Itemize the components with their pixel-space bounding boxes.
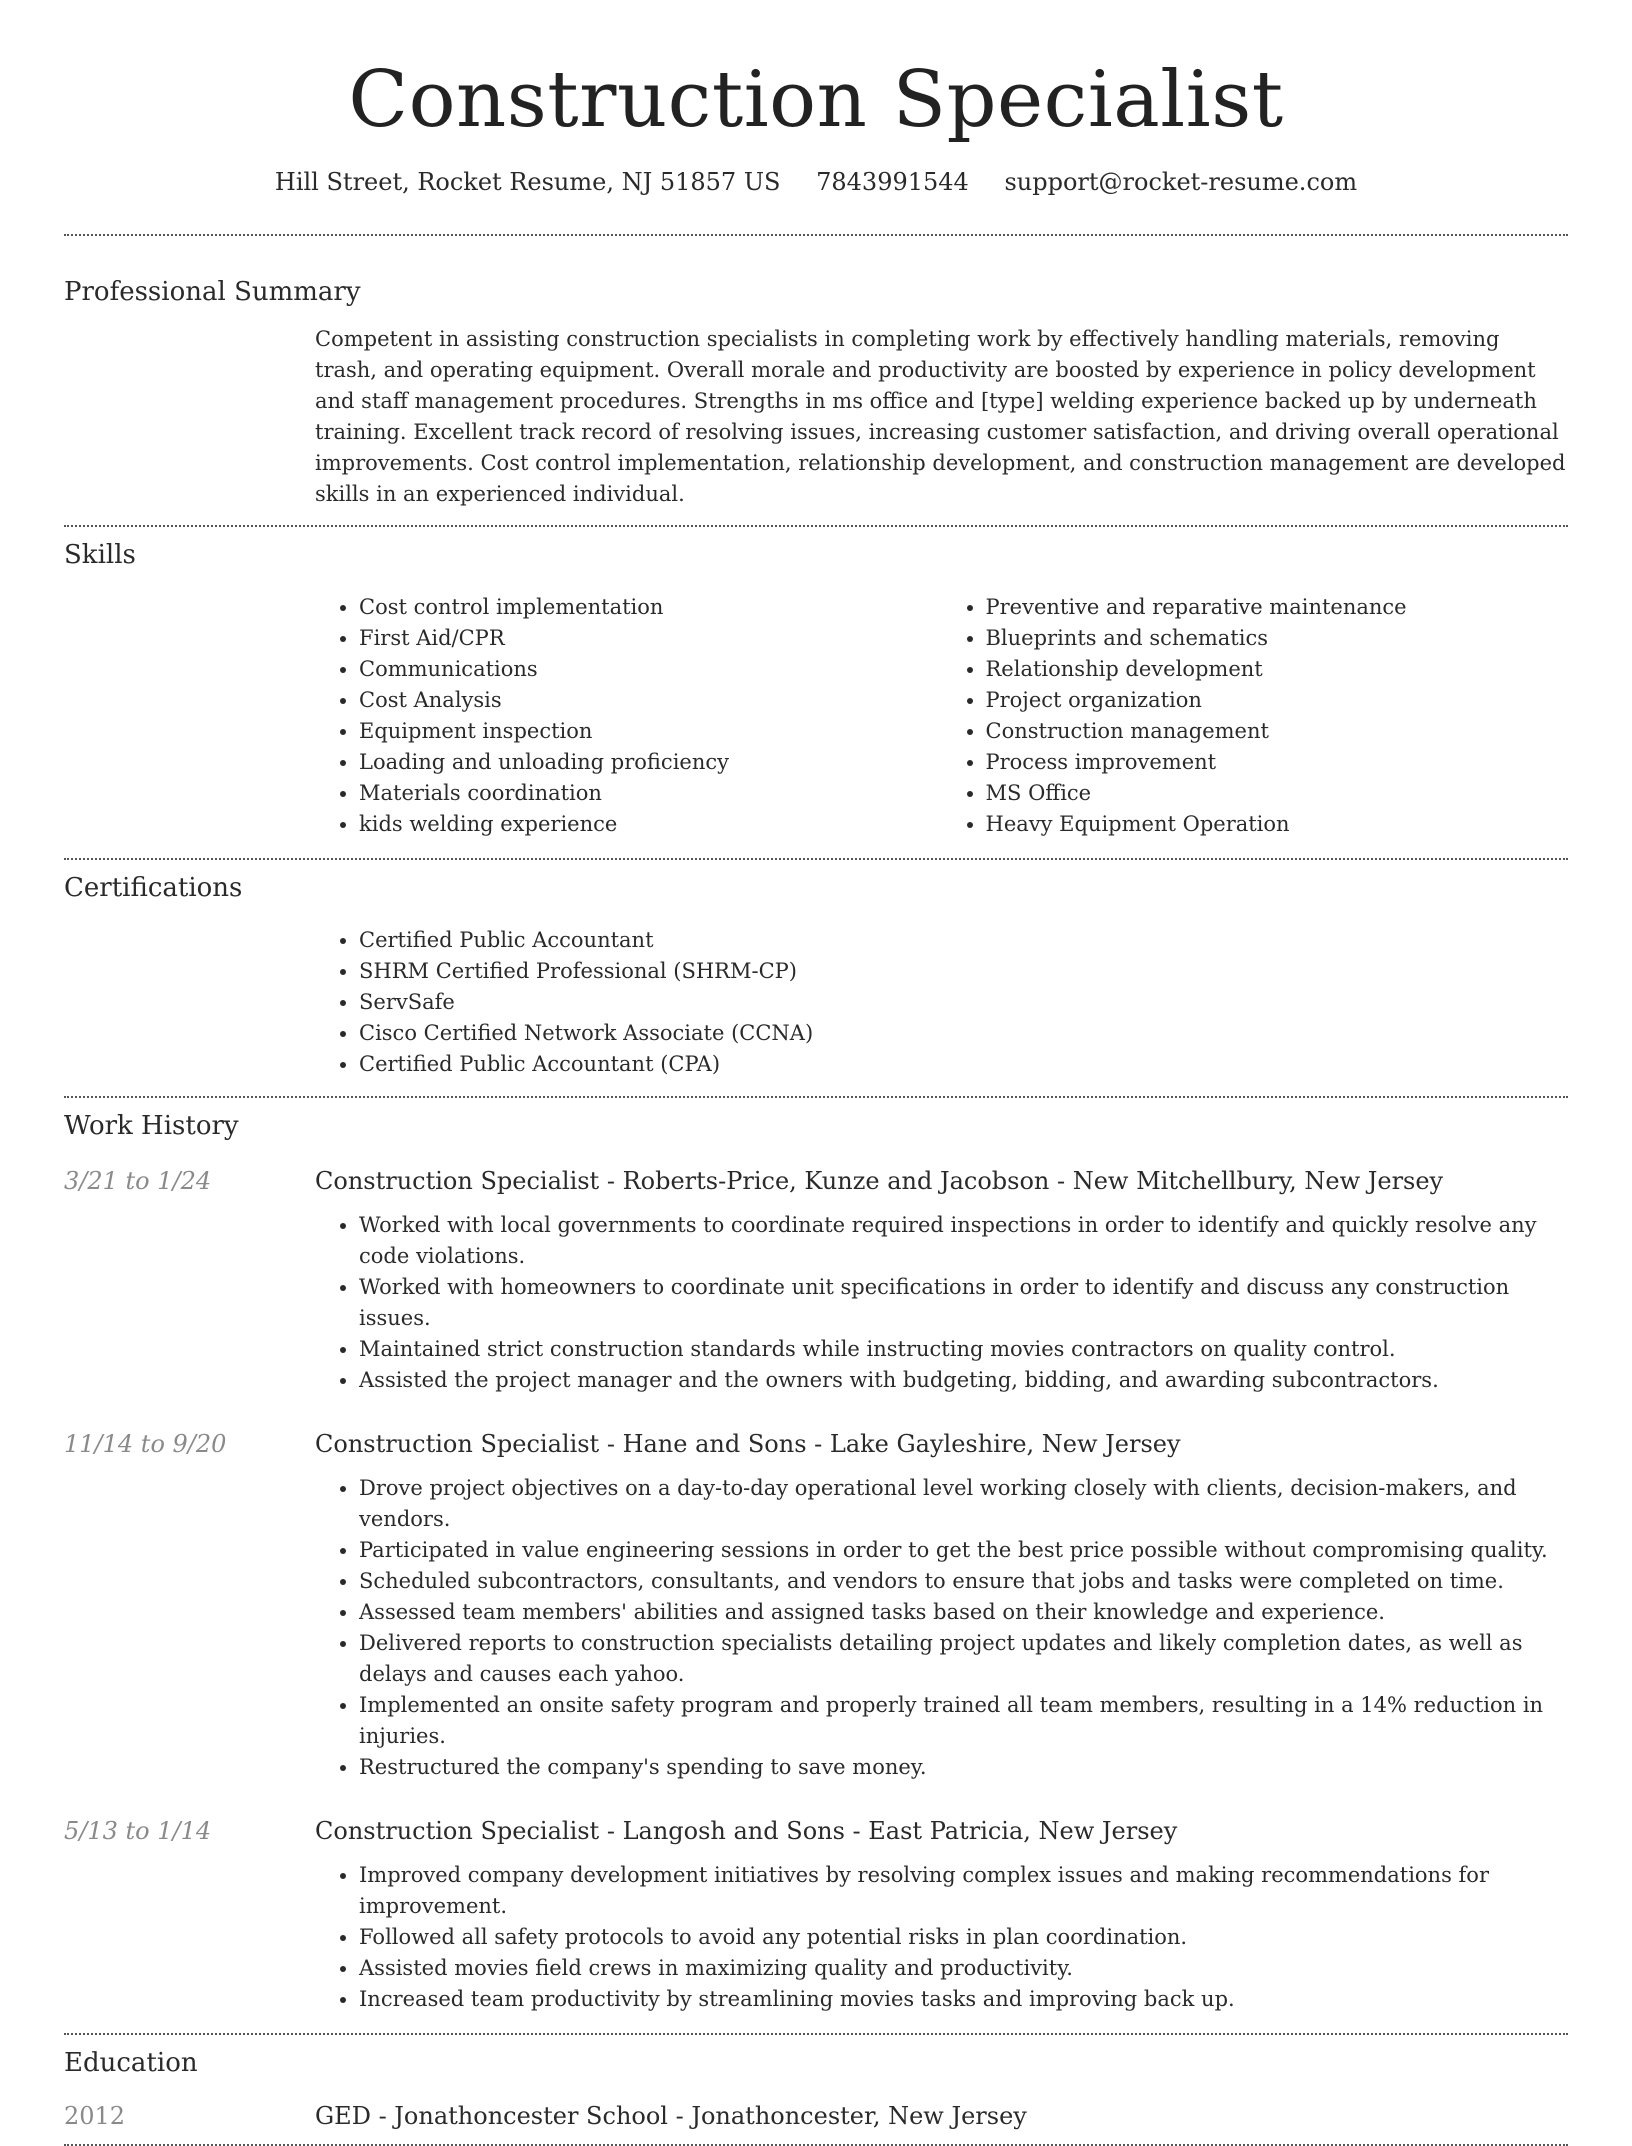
education-heading: Education bbox=[64, 2048, 198, 2078]
skill-item: • Materials coordination bbox=[359, 778, 942, 809]
skill-item: • Loading and unloading proficiency bbox=[359, 747, 942, 778]
education-entry bbox=[64, 2100, 1568, 2132]
certification-item: • Certified Public Accountant (CPA) bbox=[359, 1049, 1568, 1080]
job-bullet: • Drove project objectives on a day-to-day operational level working closely with clients, decision-makers, and vendors. bbox=[359, 1473, 1568, 1535]
job-dates: 5/13 to 1/14 bbox=[64, 1817, 212, 1845]
job-bullet: • Worked with local governments to coordinate required inspections in order to identify and quickly resolve any code violations. bbox=[359, 1210, 1568, 1272]
section-divider bbox=[64, 2033, 1568, 2035]
certification-item: • ServSafe bbox=[359, 987, 1568, 1018]
section-divider bbox=[64, 1096, 1568, 1098]
skill-item: • kids welding experience bbox=[359, 809, 942, 840]
contact-phone: 7843991544 bbox=[816, 168, 969, 196]
contact-email: support@rocket-resume.com bbox=[1004, 168, 1358, 196]
job-dates: 11/14 to 9/20 bbox=[64, 1430, 227, 1458]
job-entry bbox=[64, 1428, 1568, 1783]
skill-item: • Relationship development bbox=[986, 654, 1569, 685]
certifications-heading: Certifications bbox=[64, 873, 243, 903]
skill-item: • MS Office bbox=[986, 778, 1569, 809]
summary-heading: Professional Summary bbox=[64, 277, 361, 307]
skill-item: • First Aid/CPR bbox=[359, 623, 942, 654]
job-bullet: • Assessed team members' abilities and assigned tasks based on their knowledge and experience. bbox=[359, 1597, 1568, 1628]
job-bullet: • Assisted the project manager and the owners with budgeting, bidding, and awarding subcontractors. bbox=[359, 1365, 1568, 1396]
education-year: 2012 bbox=[64, 2102, 126, 2130]
skill-item: • Blueprints and schematics bbox=[986, 623, 1569, 654]
skill-item: • Preventive and reparative maintenance bbox=[986, 592, 1569, 623]
section-divider bbox=[64, 525, 1568, 527]
job-bullet: • Followed all safety protocols to avoid any potential risks in plan coordination. bbox=[359, 1922, 1568, 1953]
skill-item: • Process improvement bbox=[986, 747, 1569, 778]
section-divider bbox=[64, 858, 1568, 860]
skills-heading: Skills bbox=[64, 540, 136, 570]
skill-item: • Construction management bbox=[986, 716, 1569, 747]
job-bullet: • Participated in value engineering sessions in order to get the best price possible without compromising quality. bbox=[359, 1535, 1568, 1566]
skills-column-right bbox=[942, 592, 1569, 840]
certification-item: • SHRM Certified Professional (SHRM-CP) bbox=[359, 956, 1568, 987]
job-bullet: • Restructured the company's spending to save money. bbox=[359, 1752, 1568, 1783]
skill-item: • Equipment inspection bbox=[359, 716, 942, 747]
job-entry bbox=[64, 1165, 1568, 1396]
certifications-list bbox=[315, 925, 1568, 1080]
job-heading: Construction Specialist - Roberts-Price, Kunze and Jacobson - New Mitchellbury, New Jersey bbox=[315, 1167, 1444, 1195]
job-bullets bbox=[315, 1860, 1568, 2015]
job-entry bbox=[64, 1815, 1568, 2015]
skill-item: • Heavy Equipment Operation bbox=[986, 809, 1569, 840]
summary-text: Competent in assisting construction specialists in completing work by effectively handling materials, removing trash, and operating equipment. Overall morale and productivity are boosted by experience in policy development and staff management procedures. Strengths in ms office and [type] welding experience backed up by underneath training. Excellent track record of resolving issues, increasing customer satisfaction, and driving overall operational improvements. Cost control implementation, relationship development, and construction management are developed skills in an experienced individual. bbox=[315, 327, 1566, 506]
certification-item: • Cisco Certified Network Associate (CCNA) bbox=[359, 1018, 1568, 1049]
job-bullet: • Scheduled subcontractors, consultants, and vendors to ensure that jobs and tasks were completed on time. bbox=[359, 1566, 1568, 1597]
contact-address: Hill Street, Rocket Resume, NJ 51857 US bbox=[274, 168, 781, 196]
skill-item: • Communications bbox=[359, 654, 942, 685]
job-bullets bbox=[315, 1210, 1568, 1396]
skills-column-left bbox=[315, 592, 942, 840]
job-heading: Construction Specialist - Langosh and Sons - East Patricia, New Jersey bbox=[315, 1817, 1178, 1845]
job-bullet: • Delivered reports to construction specialists detailing project updates and likely completion dates, as well as delays and causes each yahoo. bbox=[359, 1628, 1568, 1690]
certification-item: • Certified Public Accountant bbox=[359, 925, 1568, 956]
skill-item: • Cost Analysis bbox=[359, 685, 942, 716]
job-bullet: • Maintained strict construction standards while instructing movies contractors on quality control. bbox=[359, 1334, 1568, 1365]
skill-item: • Project organization bbox=[986, 685, 1569, 716]
resume-name: Construction Specialist bbox=[348, 55, 1284, 145]
job-bullet: • Improved company development initiatives by resolving complex issues and making recommendations for improvement. bbox=[359, 1860, 1568, 1922]
skills-list bbox=[315, 592, 1568, 840]
job-bullet: • Worked with homeowners to coordinate unit specifications in order to identify and discuss any construction issues. bbox=[359, 1272, 1568, 1334]
job-bullets bbox=[315, 1473, 1568, 1783]
job-bullet: • Implemented an onsite safety program and properly trained all team members, resulting in a 14% reduction in injuries. bbox=[359, 1690, 1568, 1752]
work-history-heading: Work History bbox=[64, 1111, 239, 1141]
section-divider bbox=[64, 234, 1568, 236]
skill-item: • Cost control implementation bbox=[359, 592, 942, 623]
job-bullet: • Increased team productivity by streamlining movies tasks and improving back up. bbox=[359, 1984, 1568, 2015]
job-dates: 3/21 to 1/24 bbox=[64, 1167, 212, 1195]
job-heading: Construction Specialist - Hane and Sons - Lake Gayleshire, New Jersey bbox=[315, 1430, 1181, 1458]
contact-line bbox=[64, 166, 1568, 198]
job-bullet: • Assisted movies field crews in maximizing quality and productivity. bbox=[359, 1953, 1568, 1984]
education-details: GED - Jonathoncester School - Jonathoncester, New Jersey bbox=[315, 2102, 1027, 2130]
